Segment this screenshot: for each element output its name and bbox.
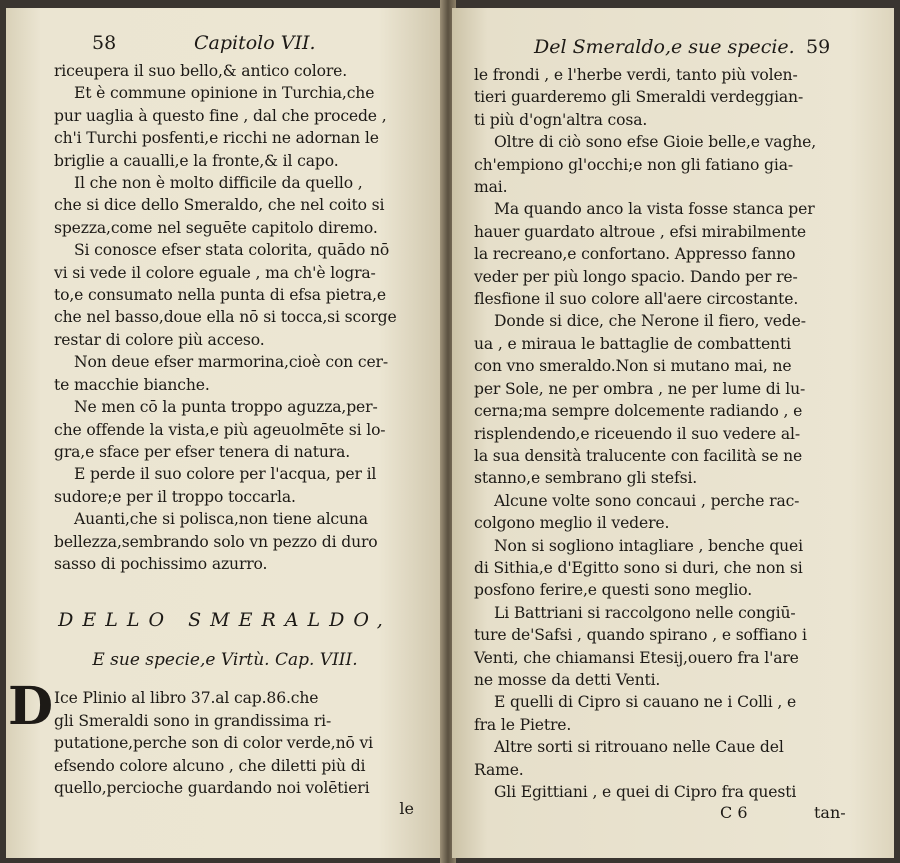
- text-line: ch'empiono gl'occhi;e non gli fatiano gia-: [474, 155, 793, 174]
- left-running-title: Capitolo VII.: [194, 32, 316, 54]
- text-line: spezza,come nel seguēte capitolo diremo.: [54, 218, 378, 237]
- text-line: che si dice dello Smeraldo, che nel coito si: [54, 196, 385, 215]
- text-line: Et è commune opinione in Turchia,che: [74, 84, 375, 103]
- text-line: E quelli di Cipro si cauano ne i Colli , e: [494, 693, 797, 712]
- text-line: efsendo colore alcuno , che diletti più di: [54, 756, 366, 775]
- text-line: Altre sorti si ritrouano nelle Caue del: [494, 738, 784, 757]
- text-line: ti più d'ogn'altra cosa.: [474, 110, 648, 129]
- text-line: colgono meglio il vedere.: [474, 514, 670, 533]
- right-body-text: [474, 64, 866, 803]
- chapter-body-text: [54, 687, 426, 799]
- text-line: posfono ferire,e questi sono meglio.: [474, 581, 753, 600]
- left-page: [6, 8, 444, 858]
- text-line: Gli Egittiani , e quei di Cipro fra questi: [494, 783, 797, 801]
- section-subheading: E sue specie,e Virtù. Cap. VIII.: [92, 650, 358, 671]
- text-line: restar di colore più acceso.: [54, 330, 265, 349]
- text-line: le frondi , e l'herbe verdi, tanto più volen-: [474, 66, 798, 84]
- left-body-text: [54, 60, 426, 575]
- text-line: putatione,perche son di color verde,nō vi: [54, 734, 374, 753]
- right-running-title: Del Smeraldo,e sue specie.: [534, 36, 795, 58]
- text-line: Auanti,che si polisca,non tiene alcuna: [74, 510, 368, 529]
- text-line: mai.: [474, 178, 508, 197]
- text-line: sasso di pochissimo azurro.: [54, 554, 268, 573]
- text-line: Donde si dice, che Nerone il fiero, vede-: [494, 312, 806, 331]
- right-catchword: tan-: [814, 803, 846, 823]
- text-line: con vno smeraldo.Non si mutano mai, ne: [474, 357, 792, 376]
- text-line: veder per più longo spacio. Dando per re-: [474, 267, 798, 286]
- text-line: la recreano,e confortano. Appresso fanno: [474, 245, 796, 264]
- text-line: te macchie bianche.: [54, 375, 210, 394]
- text-line: flesfione il suo colore all'aere circostante.: [474, 290, 799, 309]
- text-line: la sua densità tralucente con facilità se ne: [474, 446, 803, 465]
- text-line: pur uaglia à questo fine , dal che procede ,: [54, 106, 387, 125]
- text-line: Alcune volte sono concaui , perche rac-: [494, 491, 800, 510]
- text-line: sudore;e per il troppo toccarla.: [54, 487, 296, 506]
- text-line: Rame.: [474, 760, 524, 779]
- text-line: quello,percioche guardando noi volētieri: [54, 778, 370, 797]
- text-line: ture de'Safsi , quando spirano , e soffiano i: [474, 626, 807, 645]
- text-line: tieri guarderemo gli Smeraldi verdeggian-: [474, 88, 804, 107]
- text-line: Li Battriani si raccolgono nelle congiū-: [494, 603, 796, 622]
- text-line: Non deue efser marmorina,cioè con cer-: [74, 353, 388, 372]
- right-page: [452, 8, 894, 858]
- text-line: vi si vede il colore eguale , ma ch'è logra-: [54, 263, 376, 282]
- text-line: per Sole, ne per ombra , ne per lume di lu-: [474, 379, 806, 398]
- text-line: Venti, che chiamansi Etesij,ouero fra l'are: [474, 648, 799, 667]
- text-line: riceupera il suo bello,& antico colore.: [54, 62, 348, 80]
- text-line: ch'i Turchi posfenti,e ricchi ne adornan le: [54, 129, 379, 148]
- left-running-head: [54, 32, 426, 60]
- left-page-number: 58: [92, 32, 117, 54]
- drop-cap: D: [8, 676, 54, 738]
- text-line: stanno,e sembrano gli stefsi.: [474, 469, 698, 488]
- left-footer: [54, 799, 426, 823]
- text-line: bellezza,sembrando solo vn pezzo di duro: [54, 532, 378, 551]
- right-footer: [474, 803, 866, 827]
- text-line: briglie a caualli,e la fronte,& il capo.: [54, 151, 339, 170]
- text-line: cerna;ma sempre dolcemente radiando , e: [474, 402, 803, 421]
- left-catchword: le: [399, 799, 414, 819]
- text-line: Oltre di ciò sono efse Gioie belle,e vaghe,: [494, 133, 817, 152]
- chapter-opening: [8, 676, 426, 799]
- text-line: Ne men cō la punta troppo aguzza,per-: [74, 398, 378, 417]
- text-line: che nel basso,doue ella nō si tocca,si scorge: [54, 308, 397, 327]
- text-line: hauer guardato altroue , efsi mirabilmente: [474, 222, 806, 241]
- text-line: ne mosse da detti Venti.: [474, 670, 661, 689]
- text-line: ua , e miraua le battaglie de combattenti: [474, 334, 791, 353]
- section-heading: DELLO SMERALDO,: [58, 609, 392, 632]
- text-line: fra le Pietre.: [474, 715, 572, 734]
- signature-mark: C 6: [720, 803, 748, 823]
- text-line: E perde il suo colore per l'acqua, per il: [74, 465, 377, 484]
- right-running-head: [474, 36, 866, 64]
- text-line: Il che non è molto difficile da quello ,: [74, 174, 363, 193]
- right-page-number: 59: [806, 36, 831, 58]
- text-line: di Sithia,e d'Egitto sono si duri, che non si: [474, 558, 803, 577]
- text-line: Ice Plinio al libro 37.al cap.86.che: [54, 689, 319, 708]
- text-line: gli Smeraldi sono in grandissima ri-: [54, 711, 332, 730]
- text-line: che offende la vista,e più ageuolmēte si lo-: [54, 420, 386, 439]
- text-line: Ma quando anco la vista fosse stanca per: [494, 200, 815, 219]
- text-line: gra,e sface per efser tenera di natura.: [54, 442, 351, 461]
- text-line: Si conosce efser stata colorita, quādo nō: [74, 241, 390, 260]
- text-line: to,e consumato nella punta di efsa pietra,e: [54, 286, 386, 305]
- text-line: risplendendo,e riceuendo il suo vedere al-: [474, 424, 800, 443]
- text-line: Non si sogliono intagliare , benche quei: [494, 536, 803, 555]
